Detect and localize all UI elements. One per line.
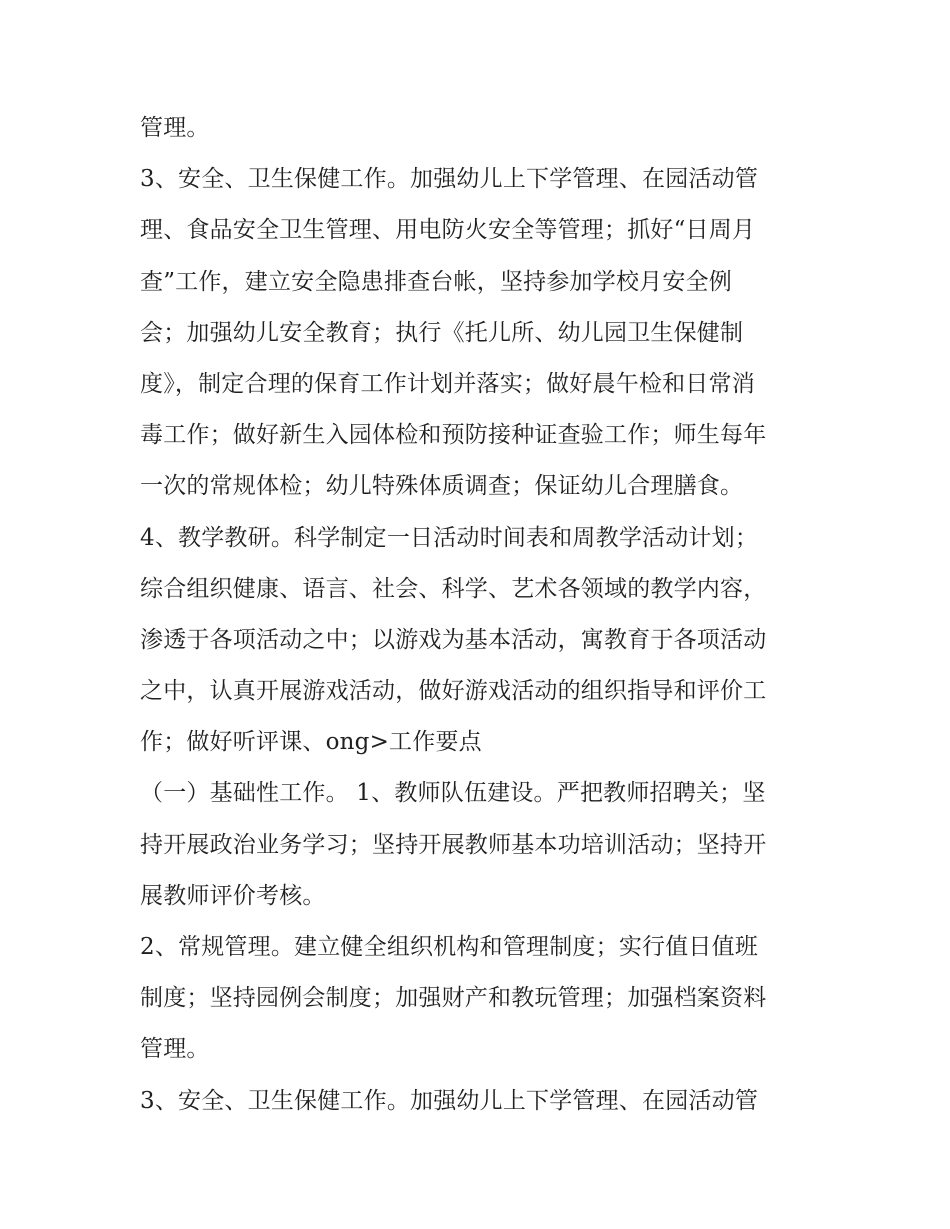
text-line: 作；做好听评课、ong>工作要点: [140, 729, 482, 756]
text-line: 3、安全、卫生保健工作。加强幼儿上下学管理、在园活动管: [140, 1087, 759, 1114]
text-line: 展教师评价考核。: [140, 882, 326, 909]
text-line: 度》，制定合理的保育工作计划并落实；做好晨午检和日常消: [140, 370, 755, 397]
text-line: 查”工作，建立安全隐患排查台帐，坚持参加学校月安全例: [140, 268, 732, 295]
text-line: （一）基础性工作。 1、教师队伍建设。严把教师招聘关；坚: [140, 780, 766, 807]
text-line: 3、安全、卫生保健工作。加强幼儿上下学管理、在园活动管: [140, 166, 759, 193]
text-line: 管理。: [140, 1036, 210, 1063]
text-line: 会；加强幼儿安全教育；执行《托儿所、幼儿园卫生保健制: [140, 319, 744, 346]
document-body: [140, 103, 820, 1127]
text-line: 制度；坚持园例会制度；加强财产和教玩管理；加强档案资料: [140, 985, 767, 1012]
text-line: 综合组织健康、语言、社会、科学、艺术各领域的教学内容，: [140, 575, 767, 602]
text-line: 之中，认真开展游戏活动，做好游戏活动的组织指导和评价工: [140, 678, 767, 705]
text-line: 持开展政治业务学习；坚持开展教师基本功培训活动；坚持开: [140, 831, 767, 858]
text-line: 2、常规管理。建立健全组织机构和管理制度；实行值日值班: [140, 934, 759, 960]
text-line: 管理。: [140, 115, 210, 141]
text-line: 4、教学教研。科学制定一日活动时间表和周教学活动计划；: [140, 524, 759, 551]
text-line: 一次的常规体检；幼儿特殊体质调查；保证幼儿合理膳食。: [140, 473, 744, 500]
text-line: 理、食品安全卫生管理、用电防火安全等管理；抓好“日周月: [140, 217, 756, 244]
text-line: 毒工作；做好新生入园体检和预防接种证查验工作；师生每年: [140, 422, 767, 449]
text-line: 渗透于各项活动之中；以游戏为基本活动，寓教育于各项活动: [140, 626, 767, 653]
